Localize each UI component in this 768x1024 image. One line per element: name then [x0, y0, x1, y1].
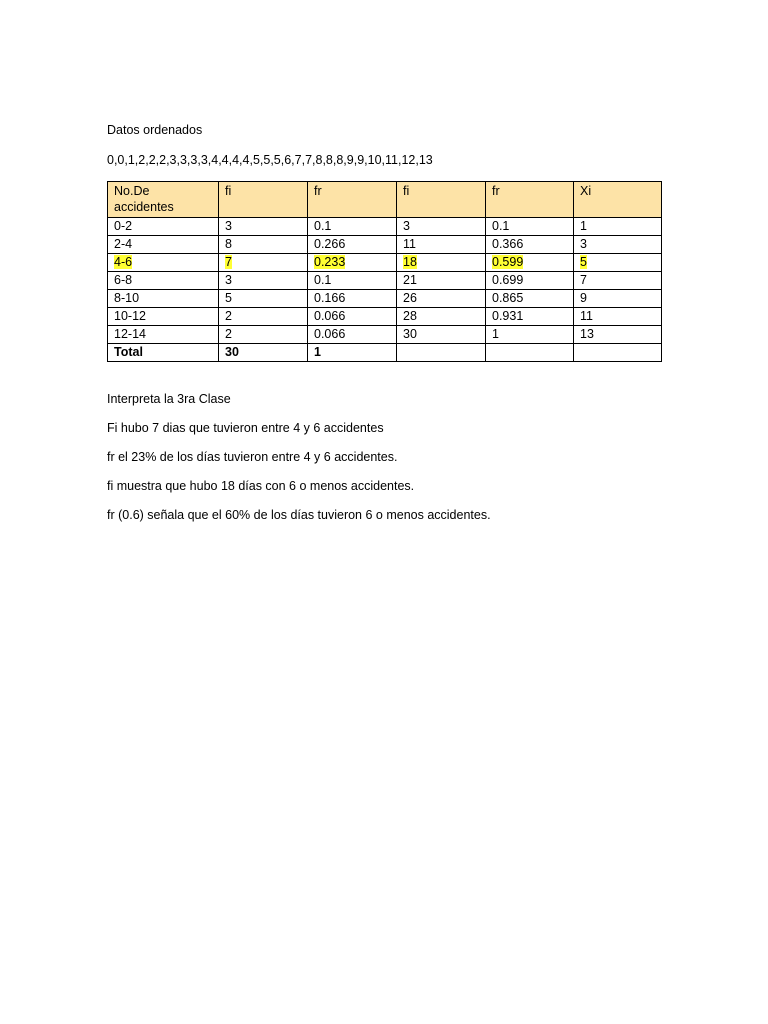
cell-fr: [308, 254, 397, 272]
total-cumulative-fr: [486, 344, 574, 362]
cell-fr: [308, 218, 397, 236]
table-total-row: [108, 344, 662, 362]
cell-text: 12-14: [114, 327, 146, 341]
cell-class-interval: [108, 254, 219, 272]
interpretation-line: fr el 23% de los días tuvieron entre 4 y 6 accidentes.: [107, 450, 398, 464]
cell-text: 28: [403, 309, 417, 323]
cell-text: 0.1: [492, 219, 510, 233]
cell-text: 30: [403, 327, 417, 341]
cell-fr: [308, 326, 397, 344]
table-row: [108, 308, 662, 326]
cell-cumulative-fi: [397, 218, 486, 236]
cell-text: 4-6: [114, 255, 133, 269]
cell-text: 9: [580, 291, 587, 305]
cell-text: 1: [492, 327, 499, 341]
frequency-table: [107, 181, 662, 362]
cell-text: 0.366: [492, 237, 524, 251]
interpretation-line: fr (0.6) señala que el 60% de los días tuvieron 6 o menos accidentes.: [107, 508, 491, 522]
cell-cumulative-fr: [486, 272, 574, 290]
heading-datos-ordenados: Datos ordenados: [107, 123, 203, 137]
table-row: [108, 326, 662, 344]
cell-xi: [574, 290, 662, 308]
cell-fi: [219, 308, 308, 326]
header-cumulative-fi: fi: [397, 182, 486, 218]
cell-class-interval: [108, 308, 219, 326]
cell-text: 3: [580, 237, 587, 251]
cell-text: 0.266: [314, 237, 346, 251]
cell-cumulative-fr: [486, 254, 574, 272]
sorted-data-line: 0,0,1,2,2,2,3,3,3,3,4,4,4,4,5,5,5,6,7,7,8,8,8,9,9,10,11,12,13: [107, 153, 433, 167]
cell-text: 13: [580, 327, 594, 341]
cell-text: 2: [225, 327, 232, 341]
table-row: [108, 290, 662, 308]
cell-text: 11: [403, 237, 416, 251]
cell-fi: [219, 218, 308, 236]
cell-fr: [308, 272, 397, 290]
cell-cumulative-fi: [397, 236, 486, 254]
total-cumulative-fi: [397, 344, 486, 362]
cell-text: 0.599: [492, 255, 524, 269]
cell-text: 3: [225, 273, 232, 287]
cell-text: 6-8: [114, 273, 133, 287]
cell-text: 5: [225, 291, 232, 305]
cell-text: 2-4: [114, 237, 133, 251]
cell-fi: [219, 254, 308, 272]
cell-text: 0.233: [314, 255, 346, 269]
cell-text: 0.699: [492, 273, 524, 287]
cell-text: 0.166: [314, 291, 346, 305]
cell-text: 3: [225, 219, 232, 233]
cell-cumulative-fi: [397, 308, 486, 326]
cell-cumulative-fi: [397, 290, 486, 308]
cell-text: 21: [403, 273, 417, 287]
cell-class-interval: [108, 218, 219, 236]
interpretation-title: Interpreta la 3ra Clase: [107, 392, 231, 406]
table-body: [108, 218, 662, 344]
cell-class-interval: [108, 326, 219, 344]
cell-xi: [574, 308, 662, 326]
header-cumulative-fr: fr: [486, 182, 574, 218]
cell-text: 18: [403, 255, 417, 269]
cell-fi: [219, 326, 308, 344]
table-row: [108, 254, 662, 272]
cell-cumulative-fi: [397, 326, 486, 344]
cell-class-interval: [108, 272, 219, 290]
cell-text: 0.1: [314, 273, 332, 287]
header-fi: fi: [219, 182, 308, 218]
cell-fr: [308, 290, 397, 308]
cell-xi: [574, 218, 662, 236]
cell-text: 0.1: [314, 219, 332, 233]
header-fr: fr: [308, 182, 397, 218]
cell-fi: [219, 272, 308, 290]
total-fi: 30: [219, 344, 308, 362]
total-fr: 1: [308, 344, 397, 362]
cell-class-interval: [108, 236, 219, 254]
cell-text: 0.066: [314, 327, 346, 341]
header-class-interval: No.De accidentes: [108, 182, 219, 218]
cell-text: 1: [580, 219, 587, 233]
header-xi: Xi: [574, 182, 662, 218]
cell-text: 8: [225, 237, 232, 251]
cell-fi: [219, 236, 308, 254]
cell-xi: [574, 326, 662, 344]
interpretation-line: fi muestra que hubo 18 días con 6 o menos accidentes.: [107, 479, 415, 493]
cell-fi: [219, 290, 308, 308]
cell-cumulative-fr: [486, 290, 574, 308]
cell-text: 3: [403, 219, 410, 233]
cell-cumulative-fi: [397, 272, 486, 290]
cell-text: 8-10: [114, 291, 140, 305]
table-row: [108, 272, 662, 290]
cell-text: 0.865: [492, 291, 524, 305]
table-header-row: [108, 182, 662, 218]
table-row: [108, 218, 662, 236]
cell-text: 2: [225, 309, 232, 323]
cell-xi: [574, 272, 662, 290]
cell-text: 0.066: [314, 309, 346, 323]
cell-fr: [308, 308, 397, 326]
interpretation-line: Fi hubo 7 dias que tuvieron entre 4 y 6 accidentes: [107, 421, 384, 435]
cell-xi: [574, 254, 662, 272]
cell-text: 10-12: [114, 309, 146, 323]
cell-class-interval: [108, 290, 219, 308]
cell-text: 0-2: [114, 219, 133, 233]
cell-cumulative-fr: [486, 218, 574, 236]
cell-text: 26: [403, 291, 417, 305]
cell-text: 11: [580, 309, 593, 323]
total-label: Total: [108, 344, 219, 362]
table-row: [108, 236, 662, 254]
total-xi: [574, 344, 662, 362]
cell-cumulative-fr: [486, 236, 574, 254]
cell-cumulative-fi: [397, 254, 486, 272]
cell-cumulative-fr: [486, 308, 574, 326]
cell-text: 7: [225, 255, 232, 269]
cell-text: 5: [580, 255, 587, 269]
cell-text: 0.931: [492, 309, 524, 323]
cell-xi: [574, 236, 662, 254]
cell-text: 7: [580, 273, 587, 287]
cell-cumulative-fr: [486, 326, 574, 344]
cell-fr: [308, 236, 397, 254]
